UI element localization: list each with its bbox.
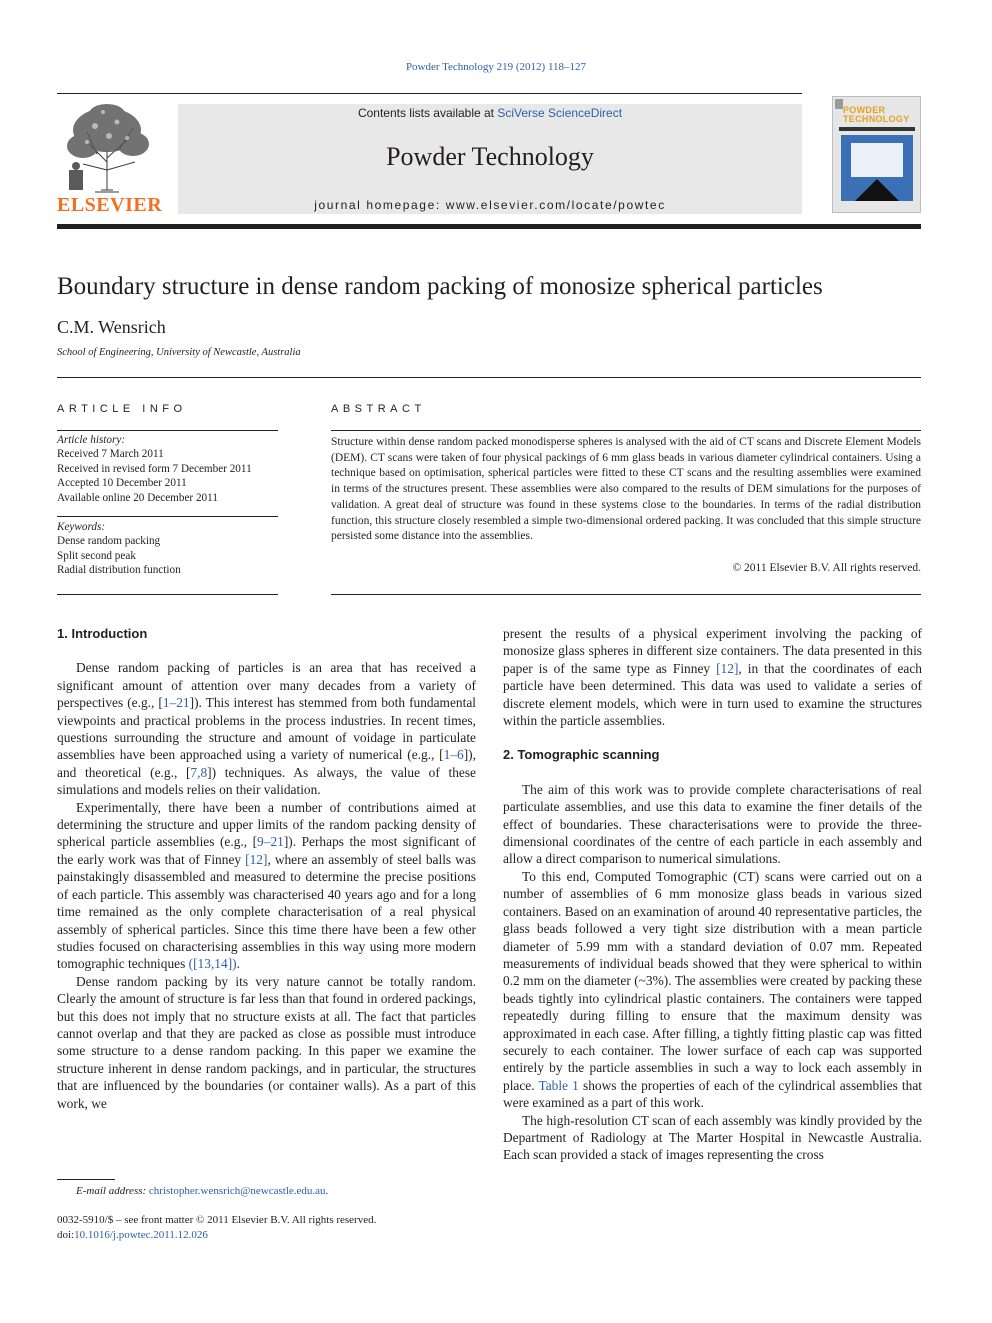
cover-title: POWDER TECHNOLOGY [843, 105, 910, 124]
contents-prefix: Contents lists available at [357, 106, 498, 120]
article-info-rule-bottom [57, 594, 278, 595]
author-affiliation: School of Engineering, University of Newcastle, Australia [57, 347, 301, 358]
reference-link[interactable]: ([13,14]) [188, 956, 237, 972]
header-thick-rule [57, 224, 921, 229]
sciencedirect-link[interactable]: SciVerse ScienceDirect [497, 106, 623, 120]
keyword: Radial distribution function [57, 564, 181, 577]
reference-link[interactable]: 1–21 [162, 695, 190, 711]
author-name: C.M. Wensrich [57, 317, 166, 337]
journal-homepage[interactable]: journal homepage: www.elsevier.com/locate/powtec [314, 198, 666, 212]
paragraph: Experimentally, there have been a number of contributions aimed at determining the structure and upper limits of the random packing density of spherical particle assemblies (e.g., [9–21]). Perhaps the most significant of the early work was that of Finney [12], where an assembly of steel balls was painstakingly disassembled and measured to determine the precise positions of each particle. This assembly was characterised 40 years ago and for a long time remained as the only complete characterisation of a real physical assembly of spherical particles. Since this time there have been a few other studies focused on characterising assemblies in this way using more modern tomographic techniques ([13,14]). [57, 799, 477, 972]
history-received: Received 7 March 2011 [57, 448, 164, 461]
abstract-rule-top [331, 430, 921, 431]
reference-link[interactable]: [12] [245, 851, 268, 867]
article-title: Boundary structure in dense random packing of monosize spherical particles [57, 273, 823, 300]
history-label: Article history: [57, 434, 126, 446]
doi-link[interactable]: 10.1016/j.powtec.2011.12.026 [74, 1229, 208, 1241]
abstract-heading: ABSTRACT [331, 403, 426, 415]
paragraph: The high-resolution CT scan of each assembly was kindly provided by the Department of Radiology at The Marter Hospital in Newcastle Australia. Each scan provided a stack of images representing the cross [503, 1112, 922, 1163]
elsevier-wordmark: ELSEVIER [57, 194, 163, 216]
email-label: E-mail address: [76, 1185, 147, 1197]
table-link[interactable]: Table 1 [538, 1077, 579, 1093]
email-footnote: E-mail address: christopher.wensrich@newcastle.edu.au. [76, 1185, 329, 1197]
journal-citation[interactable]: Powder Technology 219 (2012) 118–127 [405, 61, 587, 73]
history-accepted: Accepted 10 December 2011 [57, 477, 187, 490]
section-heading: 2. Tomographic scanning [503, 747, 660, 763]
paragraph: Dense random packing of particles is an area that has received a significant amount of attention over many decades from a variety of perspectives (e.g., [1–21]). This interest has stemmed from both fundamental viewpoints and practical problems in the process industries. In recent times, questions surrounding the structure and amount of voidage in particulate assemblies have been approached using a variety of numerical (e.g., [1–6]), and theoretical (e.g., [7,8]) techniques. As always, the value of these simulations and models relies on their validation. [57, 660, 476, 798]
front-matter [57, 1213, 376, 1243]
elsevier-tree-icon [57, 100, 157, 195]
article-info-heading: ARTICLE INFO [57, 403, 187, 415]
keywords [57, 520, 278, 578]
contents-line [178, 106, 802, 120]
abstract-copyright: © 2011 Elsevier B.V. All rights reserved. [732, 562, 921, 574]
doi-line: doi:10.1016/j.powtec.2011.12.026 [57, 1229, 208, 1241]
article-history [57, 433, 278, 505]
issn-line: 0032-5910/$ – see front matter © 2011 Elsevier B.V. All rights reserved. [57, 1214, 377, 1226]
paragraph: The aim of this work was to provide complete characterisations of real particulate assemblies, and use this data to examine the finer details of the effect of boundaries. These characterisations were to provide the three-dimensional coordinates of the centre of each particle in each assembly and allow a direct comparison to numerical simulations. [503, 781, 922, 867]
article-info-rule-mid [57, 516, 278, 517]
journal-title: Powder Technology [386, 142, 594, 171]
article-info-rule-top [57, 430, 278, 431]
paragraph: To this end, Computed Tomographic (CT) scans were carried out on a number of assemblies of 6 mm monosize glass beads in various sized containers. Based on an examination of around 40 representative particles, the glass beads followed a very tight size distribution with a mean particle diameter of 5.99 mm with a standard deviation of 0.07 mm. Repeated measurements of individual beads showed that they were spherical to within 0.2 mm on the diameter (~3%). The assemblies were created by packing these beads tightly into cylindrical plastic containers. The containers were tapped repeatedly during filling to ensure that the maximum density was approximated in each case. After filling, a tightly fitting plastic cap was fitted securely to each container. The lower surface of each cap was supported entirely by the particle assemblies in such a way to lock each assembly in place. Table 1 shows the properties of each of the cylindrical assemblies that were examined as a part of this work. [503, 868, 923, 1111]
keywords-label: Keywords: [57, 521, 106, 533]
reference-link[interactable]: [12] [716, 660, 739, 676]
title-rule [57, 377, 921, 378]
reference-link[interactable]: 9–21 [257, 834, 284, 850]
email-link[interactable]: christopher.wensrich@newcastle.edu.au [148, 1185, 326, 1197]
reference-link[interactable]: 1–6 [443, 747, 464, 763]
abstract-rule-bottom [331, 594, 921, 595]
body-column-left [57, 625, 476, 1112]
keyword: Split second peak [57, 549, 136, 562]
keyword: Dense random packing [57, 535, 161, 548]
section-heading: 1. Introduction [57, 626, 148, 641]
history-revised: Received in revised form 7 December 2011 [57, 462, 252, 475]
footnote-rule [57, 1179, 115, 1180]
history-online: Available online 20 December 2011 [57, 491, 218, 504]
body-column-right [503, 625, 922, 1164]
paragraph: Dense random packing by its very nature cannot be totally random. Clearly the amount of structure is far less than that found in ordered packings, but this does not imply that no structure exists at all. The fact that particles cannot overlap and that they are packed as close as possible must introduce some structure to a dense random packing. In this paper we examine the structure inherent in dense random packings, and in particular, the structures that are influenced by the boundaries (or container walls). As a part of this work, we [57, 973, 476, 1111]
paragraph: present the results of a physical experiment involving the packing of monosize glass spheres in different size containers. The data presented in this paper is of the same type as Finney [12], in that the coordinates of each particle have been determined. This data was used to validate a series of discrete element models, which were in turn used to examine the structures within the particle assemblies. [503, 626, 922, 729]
reference-link[interactable]: 7,8 [190, 764, 208, 780]
header-rule [57, 93, 802, 94]
abstract-text: Structure within dense random packed monodisperse spheres is analysed with the aid of CT scans and Discrete Element Models (DEM). CT scans were taken of four physical packings of 6 mm glass beads in various diameter cylindrical containers. Using a technique based on optimisation, spherical particles were fitted to these CT scans and the resulting assemblies were examined in terms of the structures present. These assemblies were also compared to the results of DEM simulations for the purposes of validation. A great deal of structure was found in these systems close to the boundaries. In terms of the radial distribution function, this structure closely resembled a simple two-dimensional ordered packing. It was concluded that this simple structure persisted some distance into the assemblies. [331, 436, 921, 543]
